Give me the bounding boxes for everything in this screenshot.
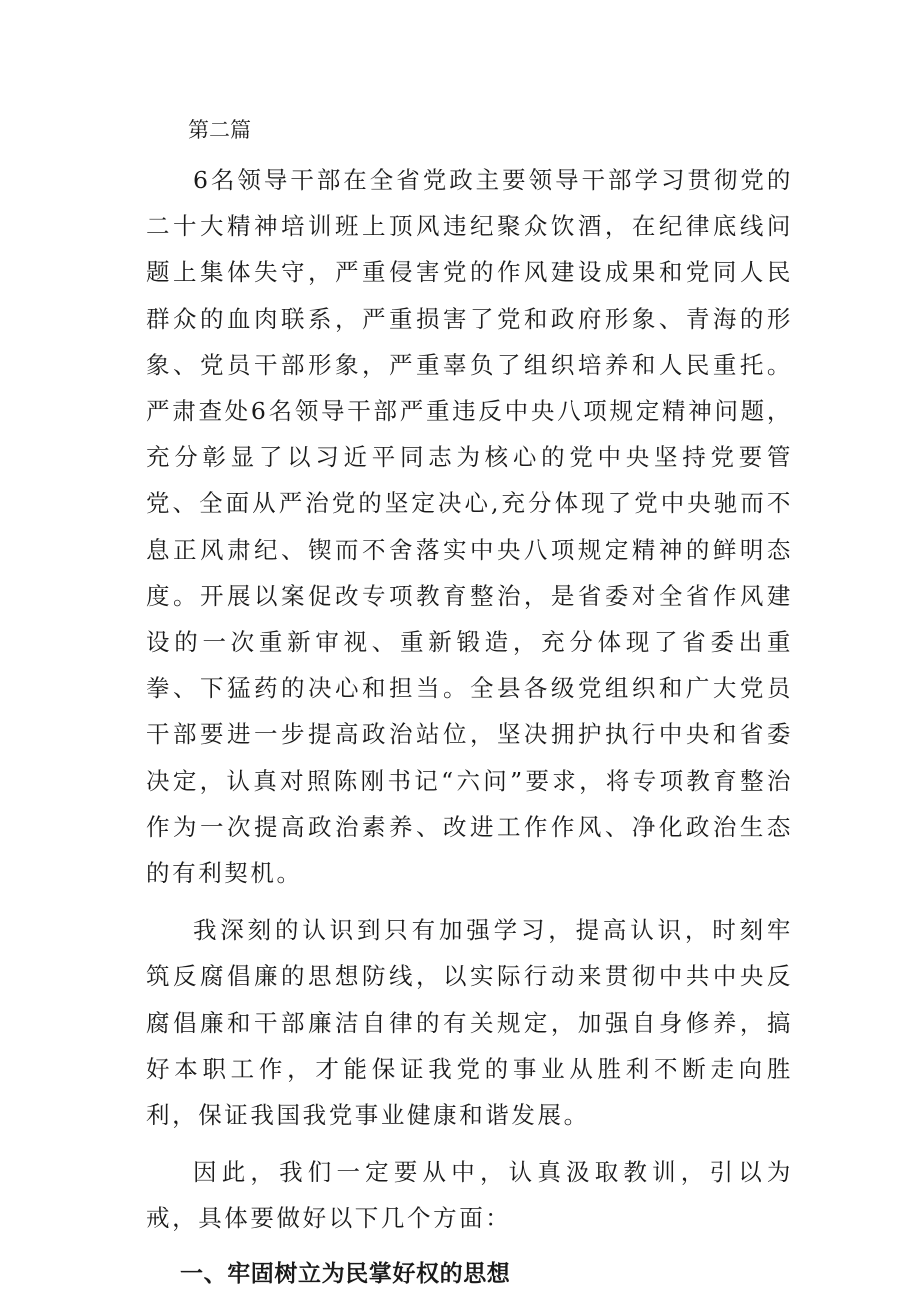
body-paragraph-3: 因此，我们一定要从中，认真汲取教训，引以为戒，具体要做好以下几个方面：: [146, 1158, 793, 1233]
body-paragraph-1: 6名领导干部在全省党政主要领导干部学习贯彻党的二十大精神培训班上顶风违纪聚众饮酒，在纪律底线问题上集体失守，严重侵害党的作风建设成果和党同人民群众的血肉联系，严重损害了党和政府形象、青海的形象、党员干部形象，严重辜负了组织培养和人民重托。严肃查处6名领导干部严重违反中央八项规定精神问题，充分彰显了以习近平同志为核心的党中央坚持党要管党、全面从严治党的坚定决心,充分体现了党中央驰而不息正风肃纪、锲而不舍落实中央八项规定精神的鲜明态度。开展以案促改专项教育整治，是省委对全省作风建设的一次重新审视、重新锻造，充分体现了省委出重拳、下猛药的决心和担当。全县各级党组织和广大党员干部要进一步提高政治站位，坚决拥护执行中央和省委决定，认真对照陈刚书记“六问”要求，将专项教育整治作为一次提高政治素养、改进工作作风、净化政治生态的有利契机。: [146, 166, 793, 888]
document-heading: 第二篇: [188, 118, 251, 142]
section-title-1: 一、牢固树立为民掌好权的思想: [180, 1260, 511, 1287]
body-paragraph-2: 我深刻的认识到只有加强学习，提高认识，时刻牢筑反腐倡廉的思想防线，以实际行动来贯彻中共中央反腐倡廉和干部廉洁自律的有关规定，加强自身修养，搞好本职工作，才能保证我党的事业从胜利不断走向胜利，保证我国我党事业健康和谐发展。: [146, 916, 793, 1130]
